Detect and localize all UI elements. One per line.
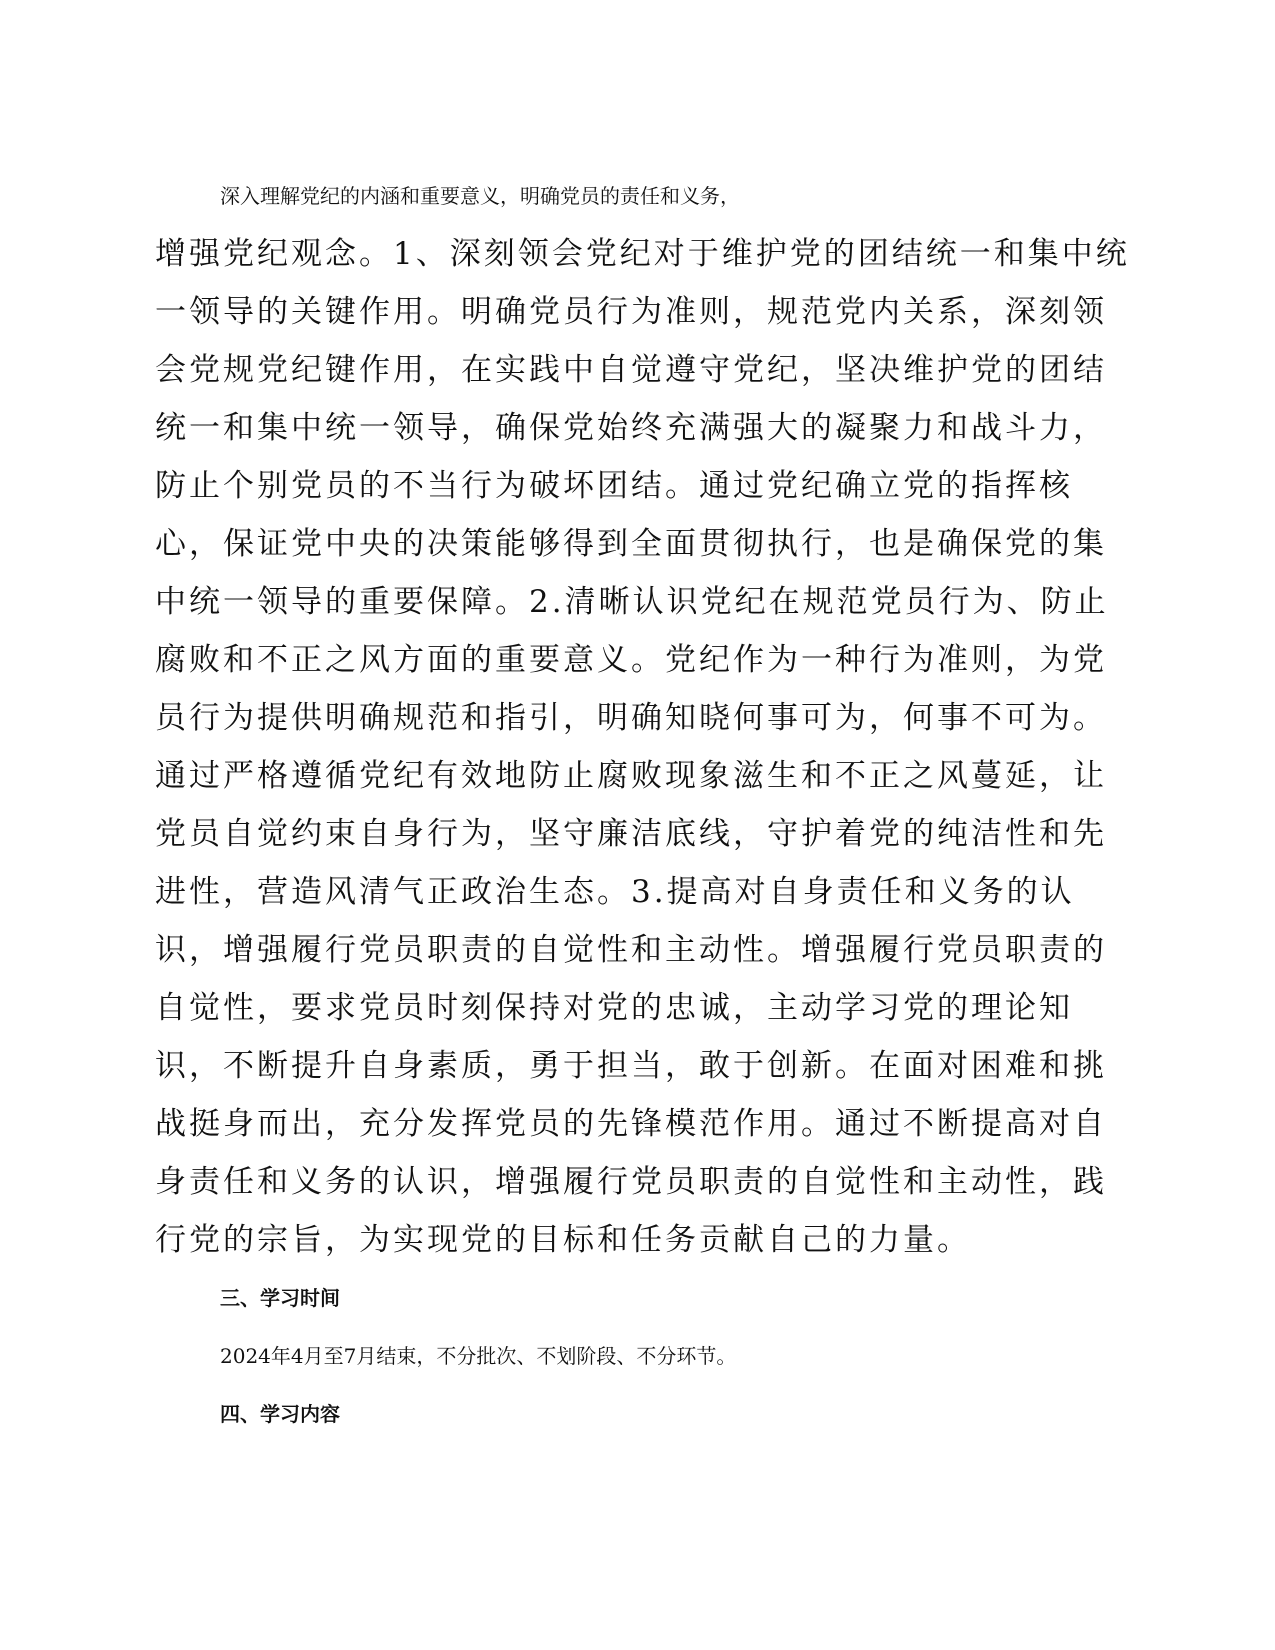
paragraph-line: 战挺身而出，充分发挥党员的先锋模范作用。通过不断提高对自 <box>155 1106 1107 1142</box>
paragraph-line: 深入理解党纪的内涵和重要意义，明确党员的责任和义务， <box>220 184 740 208</box>
paragraph-line: 心，保证党中央的决策能够得到全面贯彻执行，也是确保党的集 <box>155 526 1107 562</box>
paragraph-line: 中统一领导的重要保障。2.清晰认识党纪在规范党员行为、防止 <box>155 584 1109 620</box>
section-heading-study-time: 三、学习时间 <box>220 1286 340 1310</box>
paragraph-line: 腐败和不正之风方面的重要意义。党纪作为一种行为准则，为党 <box>155 642 1107 678</box>
paragraph-line: 防止个别党员的不当行为破坏团结。通过党纪确立党的指挥核 <box>155 468 1073 504</box>
paragraph-line: 员行为提供明确规范和指引，明确知晓何事可为，何事不可为。 <box>155 700 1107 736</box>
paragraph-line: 统一和集中统一领导，确保党始终充满强大的凝聚力和战斗力， <box>155 410 1107 446</box>
section-heading-study-content: 四、学习内容 <box>220 1402 340 1426</box>
paragraph-line: 党员自觉约束自身行为，坚守廉洁底线，守护着党的纯洁性和先 <box>155 816 1107 852</box>
paragraph-line: 识，不断提升自身素质，勇于担当，敢于创新。在面对困难和挑 <box>155 1048 1107 1084</box>
paragraph-line: 识，增强履行党员职责的自觉性和主动性。增强履行党员职责的 <box>155 932 1107 968</box>
study-time-text: 2024年4月至7月结束，不分批次、不划阶段、不分环节。 <box>220 1344 737 1368</box>
paragraph-line: 行党的宗旨，为实现党的目标和任务贡献自己的力量。 <box>155 1222 971 1258</box>
paragraph-line: 增强党纪观念。1、深刻领会党纪对于维护党的团结统一和集中统 <box>155 236 1130 272</box>
paragraph-line: 一领导的关键作用。明确党员行为准则，规范党内关系，深刻领 <box>155 294 1107 330</box>
paragraph-line: 进性，营造风清气正政治生态。3.提高对自身责任和义务的认 <box>155 874 1075 910</box>
paragraph-line: 会党规党纪键作用，在实践中自觉遵守党纪，坚决维护党的团结 <box>155 352 1107 388</box>
paragraph-line: 自觉性，要求党员时刻保持对党的忠诚，主动学习党的理论知 <box>155 990 1073 1026</box>
paragraph-line: 身责任和义务的认识，增强履行党员职责的自觉性和主动性，践 <box>155 1164 1107 1200</box>
paragraph-line: 通过严格遵循党纪有效地防止腐败现象滋生和不正之风蔓延，让 <box>155 758 1107 794</box>
